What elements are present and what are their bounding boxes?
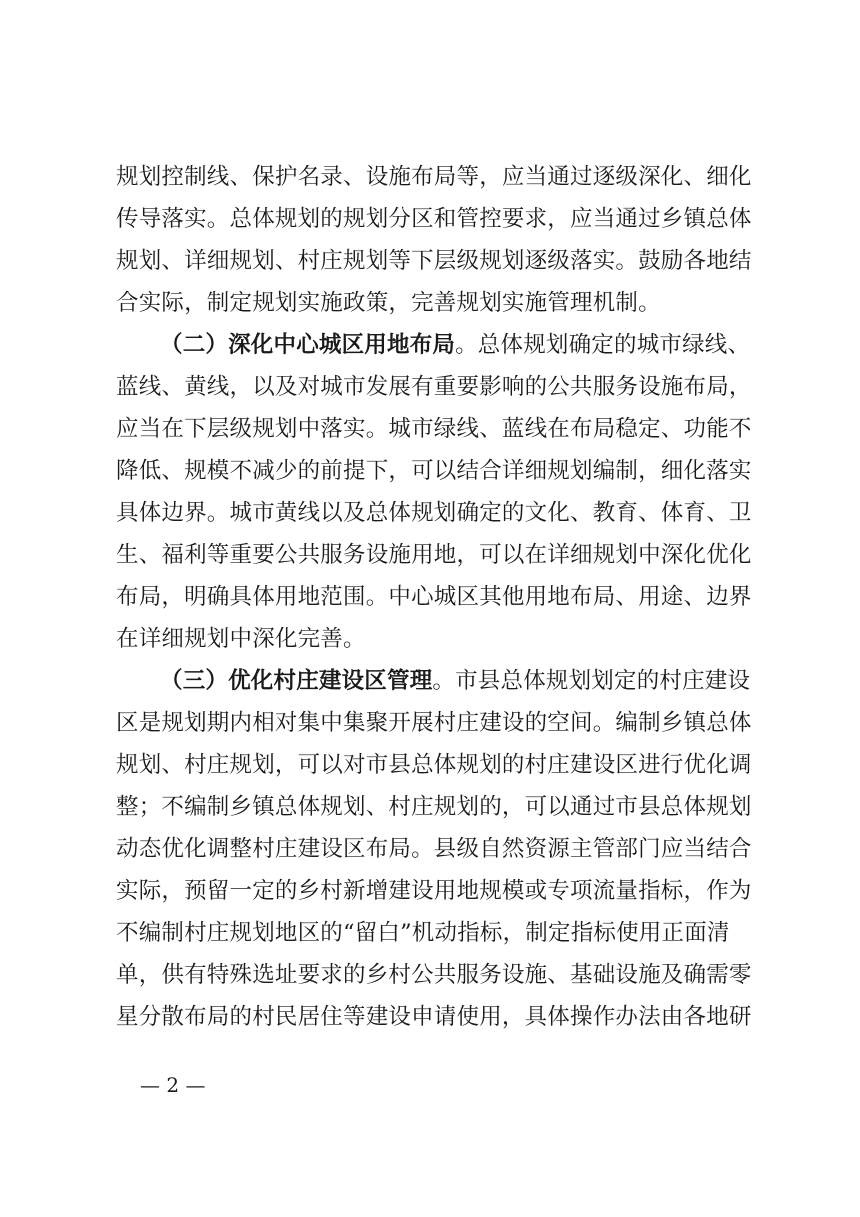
text-line: 具体边界。城市黄线以及总体规划确定的文化、教育、体育、卫: [116, 500, 752, 526]
text-run: 。市县总体规划划定的村庄建设: [432, 668, 751, 694]
text-line: 星分散布局的村民居住等建设申请使用，具体操作办法由各地研: [116, 1004, 752, 1030]
text-line: 应当在下层级规划中落实。城市绿线、蓝线在布局稳定、功能不: [116, 416, 752, 442]
page-number: — 2 —: [140, 1073, 206, 1097]
text-line: 规划、村庄规划，可以对市县总体规划的村庄建设区进行优化调: [116, 752, 752, 778]
section-heading: （二）深化中心城区用地布局: [160, 332, 456, 358]
paragraph-1: [116, 156, 752, 324]
text-run: 。总体规划确定的城市绿线、: [455, 332, 751, 358]
text-line: 合实际，制定规划实施政策，完善规划实施管理机制。: [116, 290, 661, 316]
text-line: 动态优化调整村庄建设区布局。县级自然资源主管部门应当结合: [116, 836, 752, 862]
text-line: 布局，明确具体用地范围。中心城区其他用地布局、用途、边界: [116, 584, 752, 610]
text-line: 传导落实。总体规划的规划分区和管控要求，应当通过乡镇总体: [116, 206, 752, 232]
text-line: 规划、详细规划、村庄规划等下层级规划逐级落实。鼓励各地结: [116, 248, 752, 274]
text-line: 降低、规模不减少的前提下，可以结合详细规划编制，细化落实: [116, 458, 752, 484]
text-line: 实际，预留一定的乡村新增建设用地规模或专项流量指标，作为: [116, 878, 752, 904]
text-line: 蓝线、黄线，以及对城市发展有重要影响的公共服务设施布局，: [116, 374, 752, 400]
text-line: [116, 660, 752, 702]
text-line: 整；不编制乡镇总体规划、村庄规划的，可以通过市县总体规划: [116, 794, 752, 820]
text-line: 区是规划期内相对集中集聚开展村庄建设的空间。编制乡镇总体: [116, 710, 752, 736]
text-line: [116, 324, 752, 366]
text-line: 规划控制线、保护名录、设施布局等，应当通过逐级深化、细化: [116, 164, 752, 190]
section-heading: （三）优化村庄建设区管理: [160, 668, 433, 694]
body-text: [116, 156, 752, 1038]
text-line: 生、福利等重要公共服务设施用地，可以在详细规划中深化优化: [116, 542, 752, 568]
text-line: 在详细规划中深化完善。: [116, 626, 366, 652]
paragraph-2: [116, 324, 752, 660]
text-line: 单，供有特殊选址要求的乡村公共服务设施、基础设施及确需零: [116, 962, 752, 988]
paragraph-3: [116, 660, 752, 1038]
text-line: 不编制村庄规划地区的“留白”机动指标，制定指标使用正面清: [116, 920, 730, 946]
